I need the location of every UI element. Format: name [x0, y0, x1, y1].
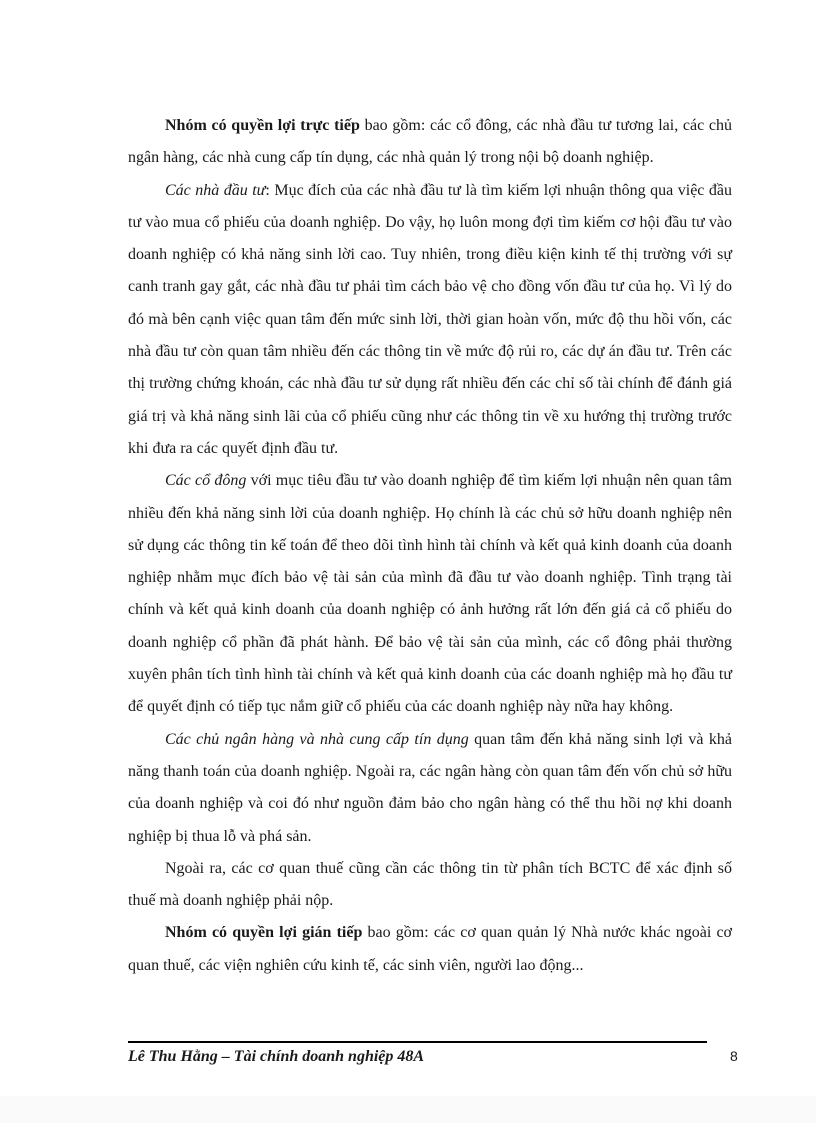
paragraph-lead: Các nhà đầu tư	[165, 181, 266, 199]
paragraph-text: bao gồm: các cổ đông, các nhà đầu tư tương lai, các chủ ngân hàng, các nhà cung cấp tín dụng, các nhà quản lý trong nội bộ doanh nghiệp.	[128, 117, 732, 167]
paragraph-banks-creditors	[128, 724, 732, 853]
document-body	[128, 110, 732, 982]
page-number: 8	[730, 1048, 738, 1064]
paragraph-shareholders	[128, 465, 732, 723]
paragraph-text: Ngoài ra, các cơ quan thuế cũng cần các thông tin từ phân tích BCTC để xác định số thuế mà doanh nghiệp phải nộp.	[128, 859, 732, 910]
paragraph-tax-authorities	[128, 853, 732, 918]
paragraph-investors	[128, 175, 732, 466]
paragraph-text: : Mục đích của các nhà đầu tư là tìm kiếm lợi nhuận thông qua việc đầu tư vào mua cổ phiếu của doanh nghiệp. Do vậy, họ luôn mong đợi tìm kiếm cơ hội đầu tư vào doanh nghiệp có khả năng sinh lời cao. Tuy nhiên, trong điều kiện kinh tế thị trường với sự canh tranh gay gắt, các nhà đầu tư phải tìm cách bảo vệ cho đồng vốn đầu tư của họ. Vì lý do đó mà bên cạnh việc quan tâm đến mức sinh lời, thời gian hoàn vốn, mức độ thu hồi vốn, các nhà đầu tư còn quan tâm nhiều đến các thông tin về mức độ rủi ro, các dự án đầu tư. Trên các thị trường chứng khoán, các nhà đầu tư sử dụng rất nhiều đến các chỉ số tài chính để đánh giá giá trị và khả năng sinh lãi của cổ phiếu cũng như các thông tin về xu hướng thị trường trước khi đưa ra các quyết định đầu tư.	[128, 181, 732, 457]
paragraph-text: với mục tiêu đầu tư vào doanh nghiệp để tìm kiếm lợi nhuận nên quan tâm nhiều đến khả năng sinh lời của doanh nghiệp. Họ chính là các chủ sở hữu doanh nghiệp nên sử dụng các thông tin kế toán để theo dõi tình hình tài chính và kết quả kinh doanh của doanh nghiệp nhằm mục đích bảo vệ tài sản của mình đã đầu tư vào doanh nghiệp. Tình trạng tài chính và kết quả kinh doanh của doanh nghiệp có ảnh hưởng rất lớn đến giá cả cổ phiếu do doanh nghiệp cổ phần đã phát hành. Để bảo vệ tài sản của mình, các cổ đông phải thường xuyên phân tích tình hình tài chính và kết quả kinh doanh của các doanh nghiệp mà họ đầu tư để quyết định có tiếp tục nắm giữ cổ phiếu của các doanh nghiệp này nữa hay không.	[128, 472, 732, 716]
paragraph-text: quan tâm đến khả năng sinh lợi và khả năng thanh toán của doanh nghiệp. Ngoài ra, các ngân hàng còn quan tâm đến vốn chủ sở hữu của doanh nghiệp và coi đó như nguồn đảm bảo cho ngân hàng có thể thu hồi nợ khi doanh nghiệp bị thua lỗ và phá sản.	[128, 730, 732, 845]
paragraph-lead: Các cổ đông	[165, 472, 247, 490]
paragraph-indirect-interest-group	[128, 917, 732, 982]
paragraph-lead: Các chủ ngân hàng và nhà cung cấp tín dụng	[165, 730, 469, 748]
paragraph-direct-interest-group	[128, 110, 732, 175]
paragraph-lead: Nhóm có quyền lợi trực tiếp	[165, 117, 360, 134]
footer-author-line: Lê Thu Hằng – Tài chính doanh nghiệp 48A	[128, 1048, 425, 1065]
page-bottom-margin	[0, 1096, 816, 1123]
footer-divider	[128, 1041, 707, 1043]
paragraph-text: bao gồm: các cơ quan quản lý Nhà nước khác ngoài cơ quan thuế, các viện nghiên cứu kinh tế, các sinh viên, người lao động...	[128, 924, 733, 974]
paragraph-lead: Nhóm có quyền lợi gián tiếp	[165, 924, 363, 942]
